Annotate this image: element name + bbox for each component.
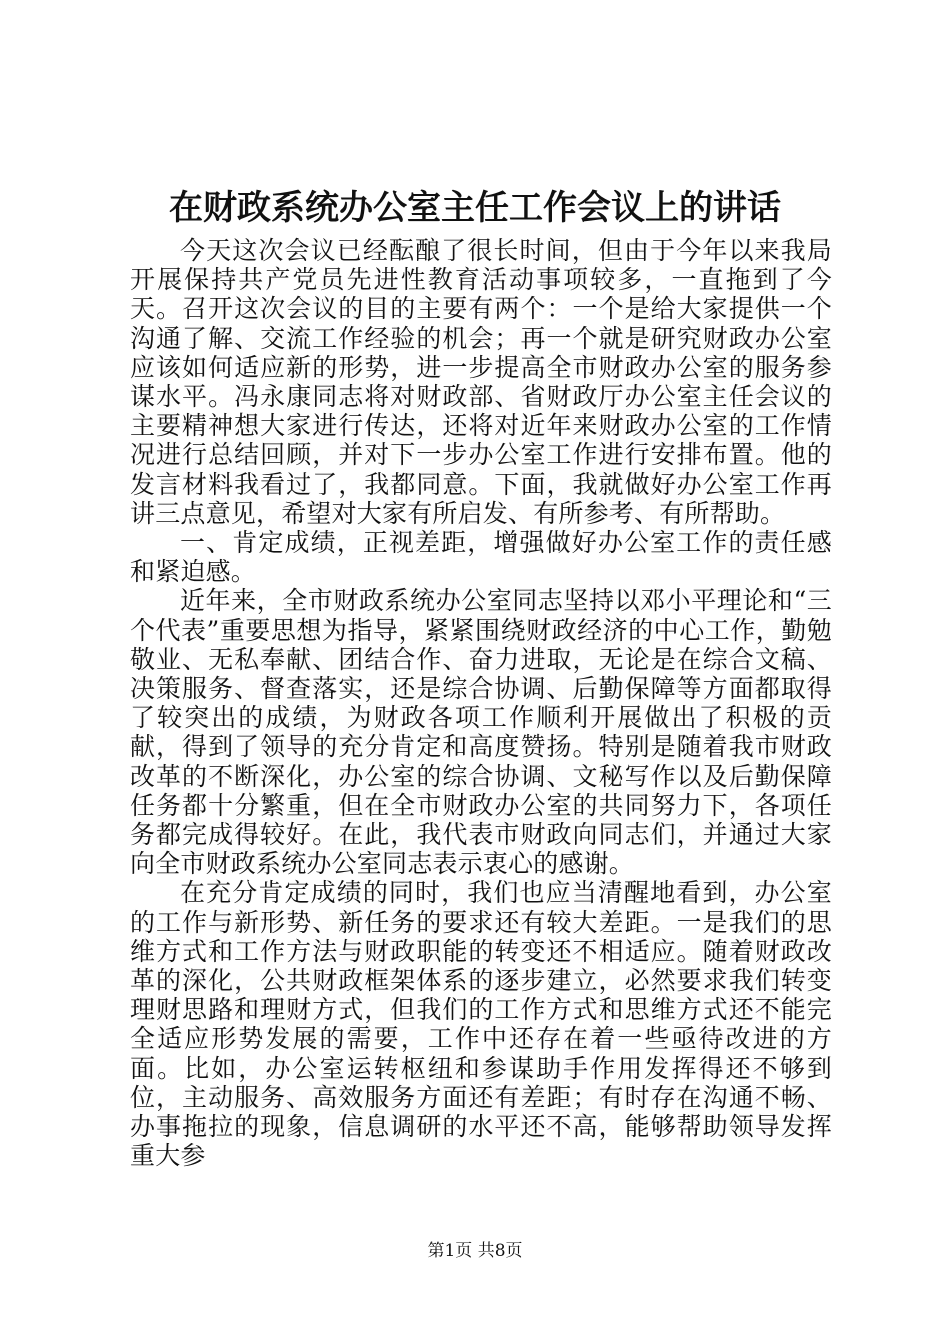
paragraph-intro: 今天这次会议已经酝酿了很长时间，但由于今年以来我局开展保持共产党员先进性教育活动事项较多，一直拖到了今天。召开这次会议的目的主要有两个：一个是给大家提供一个沟通了解、交流工作经验的机会；再一个就是研究财政办公室应该如何适应新的形势，进一步提高全市财政办公室的服务参谋水平。冯永康同志将对财政部、省财政厅办公室主任会议的主要精神想大家进行传达，还将对近年来财政办公室的工作情况进行总结回顾，并对下一步办公室工作进行安排布置。他的发言材料我看过了，我都同意。下面，我就做好办公室工作再讲三点意见，希望对大家有所启发、有所参考、有所帮助。 bbox=[130, 236, 832, 528]
page-number-footer: 第1页 共8页 bbox=[427, 1241, 523, 1261]
document-body bbox=[130, 236, 832, 1171]
paragraph-achievements: 近年来，全市财政系统办公室同志坚持以邓小平理论和“三个代表”重要思想为指导，紧紧围绕财政经济的中心工作，勤勉敬业、无私奉献、团结合作、奋力进取，无论是在综合文稿、决策服务、督查落实，还是综合协调、后勤保障等方面都取得了较突出的成绩，为财政各项工作顺利开展做出了积极的贡献，得到了领导的充分肯定和高度赞扬。特别是随着我市财政改革的不断深化，办公室的综合协调、文秘写作以及后勤保障任务都十分繁重，但在全市财政办公室的共同努力下，各项任务都完成得较好。在此，我代表市财政向同志们，并通过大家向全市财政系统办公室同志表示衷心的感谢。 bbox=[130, 586, 832, 879]
document-title: 在财政系统办公室主任工作会议上的讲话 bbox=[169, 188, 781, 228]
paragraph-gaps: 在充分肯定成绩的同时，我们也应当清醒地看到，办公室的工作与新形势、新任务的要求还有较大差距。一是我们的思维方式和工作方法与财政职能的转变还不相适应。随着财政改革的深化，公共财政框架体系的逐步建立，必然要求我们转变理财思路和理财方式，但我们的工作方式和思维方式还不能完全适应形势发展的需要，工作中还存在着一些亟待改进的方面。比如，办公室运转枢纽和参谋助手作用发挥得还不够到位，主动服务、高效服务方面还有差距；有时存在沟通不畅、办事拖拉的现象，信息调研的水平还不高，能够帮助领导发挥重大参 bbox=[130, 878, 832, 1171]
section-heading-1: 一、肯定成绩，正视差距，增强做好办公室工作的责任感和紧迫感。 bbox=[130, 528, 832, 587]
